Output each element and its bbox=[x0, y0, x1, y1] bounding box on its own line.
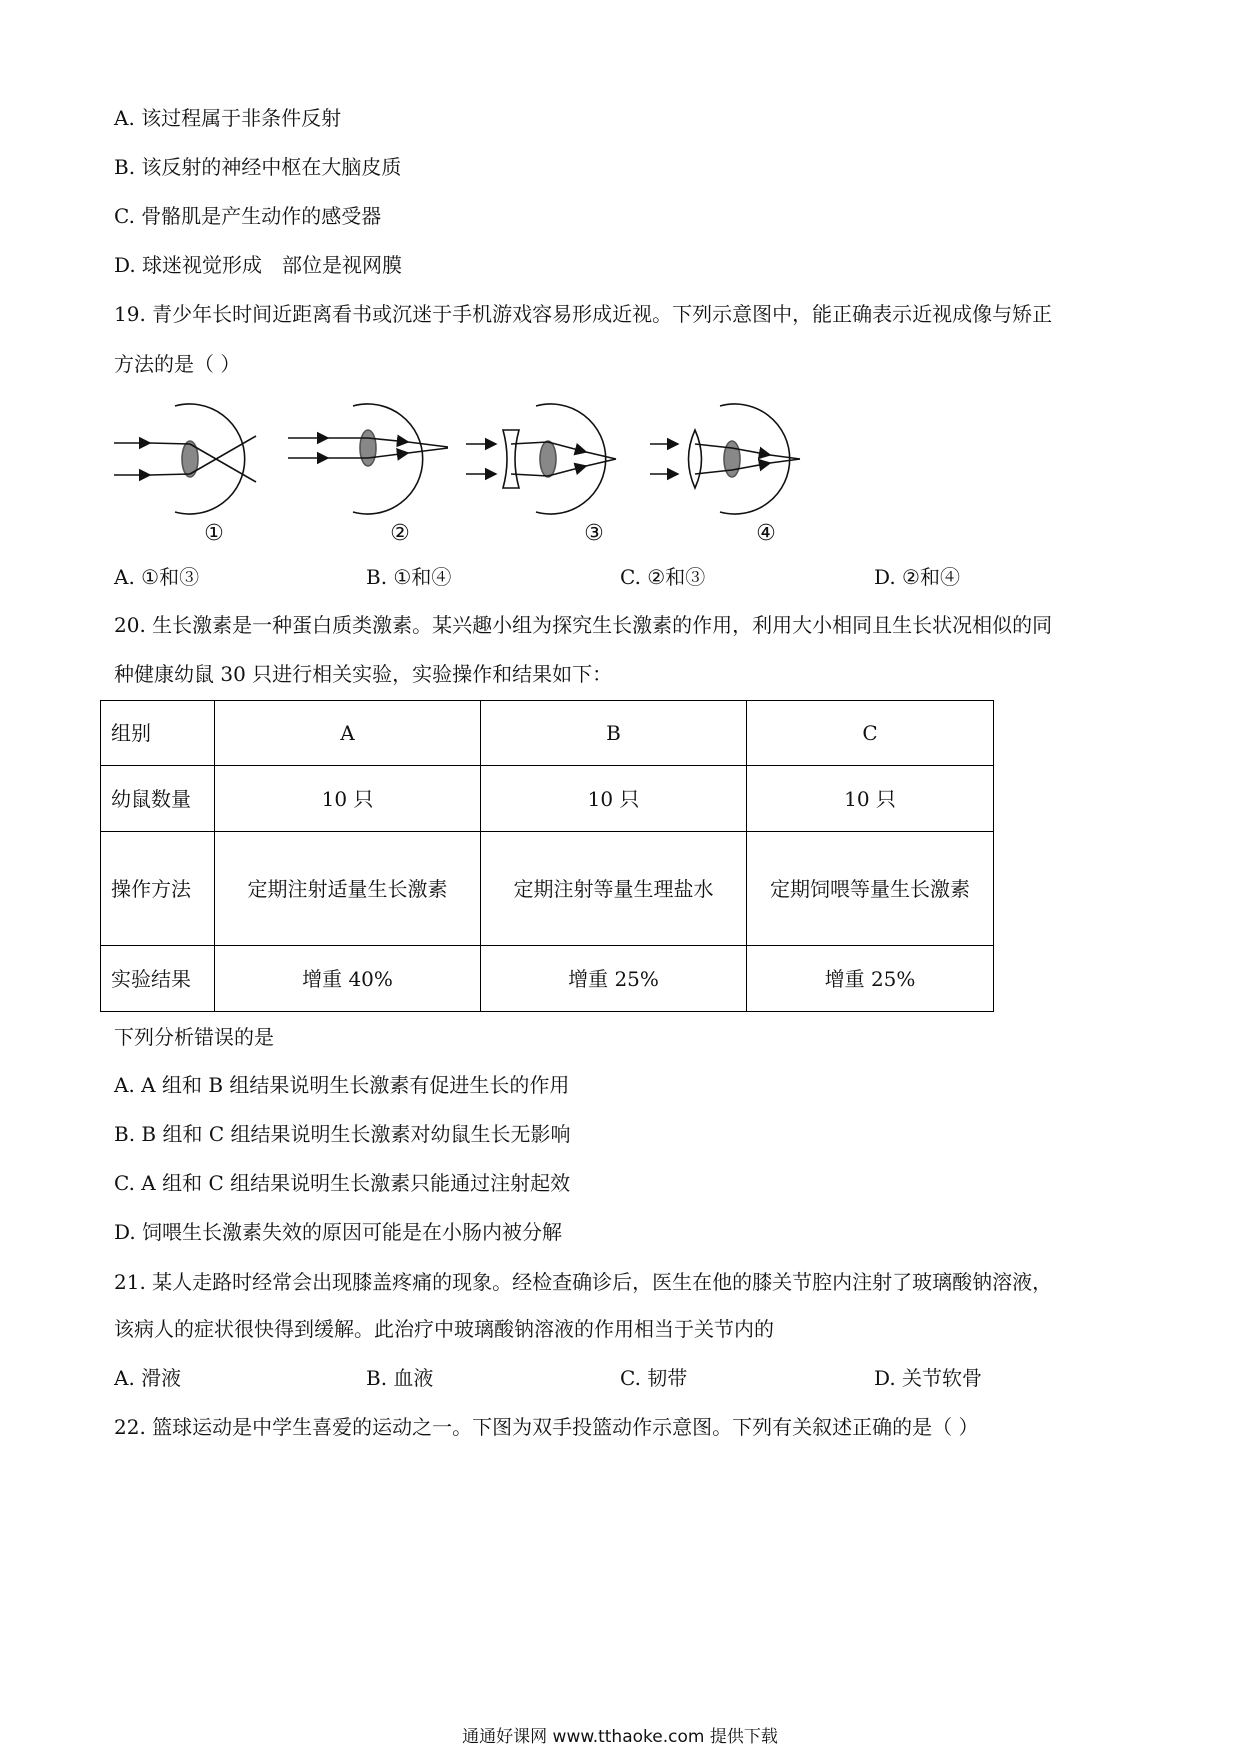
q21-option-c: C. 韧带 bbox=[620, 1366, 688, 1390]
q19-option-d: D. ②和④ bbox=[874, 565, 960, 589]
q18-option-d: D. 球迷视觉形成 部位是视网膜 bbox=[114, 253, 403, 277]
figure-label-4: ④ bbox=[756, 521, 776, 546]
eye-diagram-figure bbox=[110, 400, 830, 550]
q19-option-c: C. ②和③ bbox=[620, 565, 706, 589]
q19-stem-line1: 19. 青少年长时间近距离看书或沉迷于手机游戏容易形成近视。下列示意图中，能正确表示近视成像与矫正 bbox=[114, 302, 1053, 326]
table-header-row bbox=[101, 701, 994, 766]
q20-option-c: C. A 组和 C 组结果说明生长激素只能通过注射起效 bbox=[114, 1171, 571, 1195]
experiment-table bbox=[100, 700, 994, 1012]
eye-diagram-2 bbox=[288, 404, 448, 514]
table-cell: 10 只 bbox=[747, 766, 994, 832]
figure-label-2: ② bbox=[390, 521, 410, 546]
table-cell: 增重 25% bbox=[481, 946, 747, 1012]
table-cell: 10 只 bbox=[481, 766, 747, 832]
q21-stem-line1: 21. 某人走路时经常会出现膝盖疼痛的现象。经检查确诊后，医生在他的膝关节腔内注射了玻璃酸钠溶液， bbox=[114, 1270, 1053, 1294]
q20-option-d: D. 饲喂生长激素失效的原因可能是在小肠内被分解 bbox=[114, 1220, 563, 1244]
q20-option-b: B. B 组和 C 组结果说明生长激素对幼鼠生长无影响 bbox=[114, 1122, 571, 1146]
q19-option-b: B. ①和④ bbox=[366, 565, 452, 589]
eye-diagram-4 bbox=[650, 404, 800, 514]
table-cell: 10 只 bbox=[215, 766, 481, 832]
table-header-cell: 组别 bbox=[101, 701, 215, 766]
table-header-cell: C bbox=[747, 701, 994, 766]
q19-option-a: A. ①和③ bbox=[114, 565, 200, 589]
table-header-cell: A bbox=[215, 701, 481, 766]
q21-stem-line2: 该病人的症状很快得到缓解。此治疗中玻璃酸钠溶液的作用相当于关节内的 bbox=[114, 1317, 774, 1341]
table-row bbox=[101, 832, 994, 946]
page-footer: 通通好课网 www.tthaoke.com 提供下载 bbox=[462, 1727, 778, 1747]
table-row bbox=[101, 766, 994, 832]
eye-diagram-1 bbox=[114, 404, 256, 514]
table-cell: 操作方法 bbox=[101, 832, 215, 946]
table-row bbox=[101, 946, 994, 1012]
table-cell: 实验结果 bbox=[101, 946, 215, 1012]
table-cell: 定期注射适量生长激素 bbox=[215, 832, 481, 946]
figure-label-1: ① bbox=[204, 521, 224, 546]
figure-label-3: ③ bbox=[584, 521, 604, 546]
table-cell: 增重 25% bbox=[747, 946, 994, 1012]
q20-stem-line2: 种健康幼鼠 30 只进行相关实验，实验操作和结果如下： bbox=[114, 662, 613, 686]
eye-diagram-3 bbox=[466, 404, 616, 514]
q20-option-a: A. A 组和 B 组结果说明生长激素有促进生长的作用 bbox=[114, 1073, 570, 1097]
q21-option-d: D. 关节软骨 bbox=[874, 1366, 983, 1390]
q21-option-b: B. 血液 bbox=[366, 1366, 434, 1390]
q21-option-a: A. 滑液 bbox=[114, 1366, 182, 1390]
q22-stem: 22. 篮球运动是中学生喜爱的运动之一。下图为双手投篮动作示意图。下列有关叙述正确的是（ ） bbox=[114, 1415, 979, 1439]
q18-option-c: C. 骨骼肌是产生动作的感受器 bbox=[114, 204, 382, 228]
q20-prompt: 下列分析错误的是 bbox=[114, 1025, 274, 1049]
table-header-cell: B bbox=[481, 701, 747, 766]
q18-option-a: A. 该过程属于非条件反射 bbox=[114, 106, 342, 130]
table-cell: 定期注射等量生理盐水 bbox=[481, 832, 747, 946]
table-cell: 增重 40% bbox=[215, 946, 481, 1012]
q18-option-b: B. 该反射的神经中枢在大脑皮质 bbox=[114, 155, 402, 179]
table-cell: 定期饲喂等量生长激素 bbox=[747, 832, 994, 946]
q20-stem-line1: 20. 生长激素是一种蛋白质类激素。某兴趣小组为探究生长激素的作用，利用大小相同且生长状况相似的同 bbox=[114, 613, 1053, 637]
q19-stem-line2: 方法的是（ ） bbox=[114, 352, 241, 376]
table-cell: 幼鼠数量 bbox=[101, 766, 215, 832]
